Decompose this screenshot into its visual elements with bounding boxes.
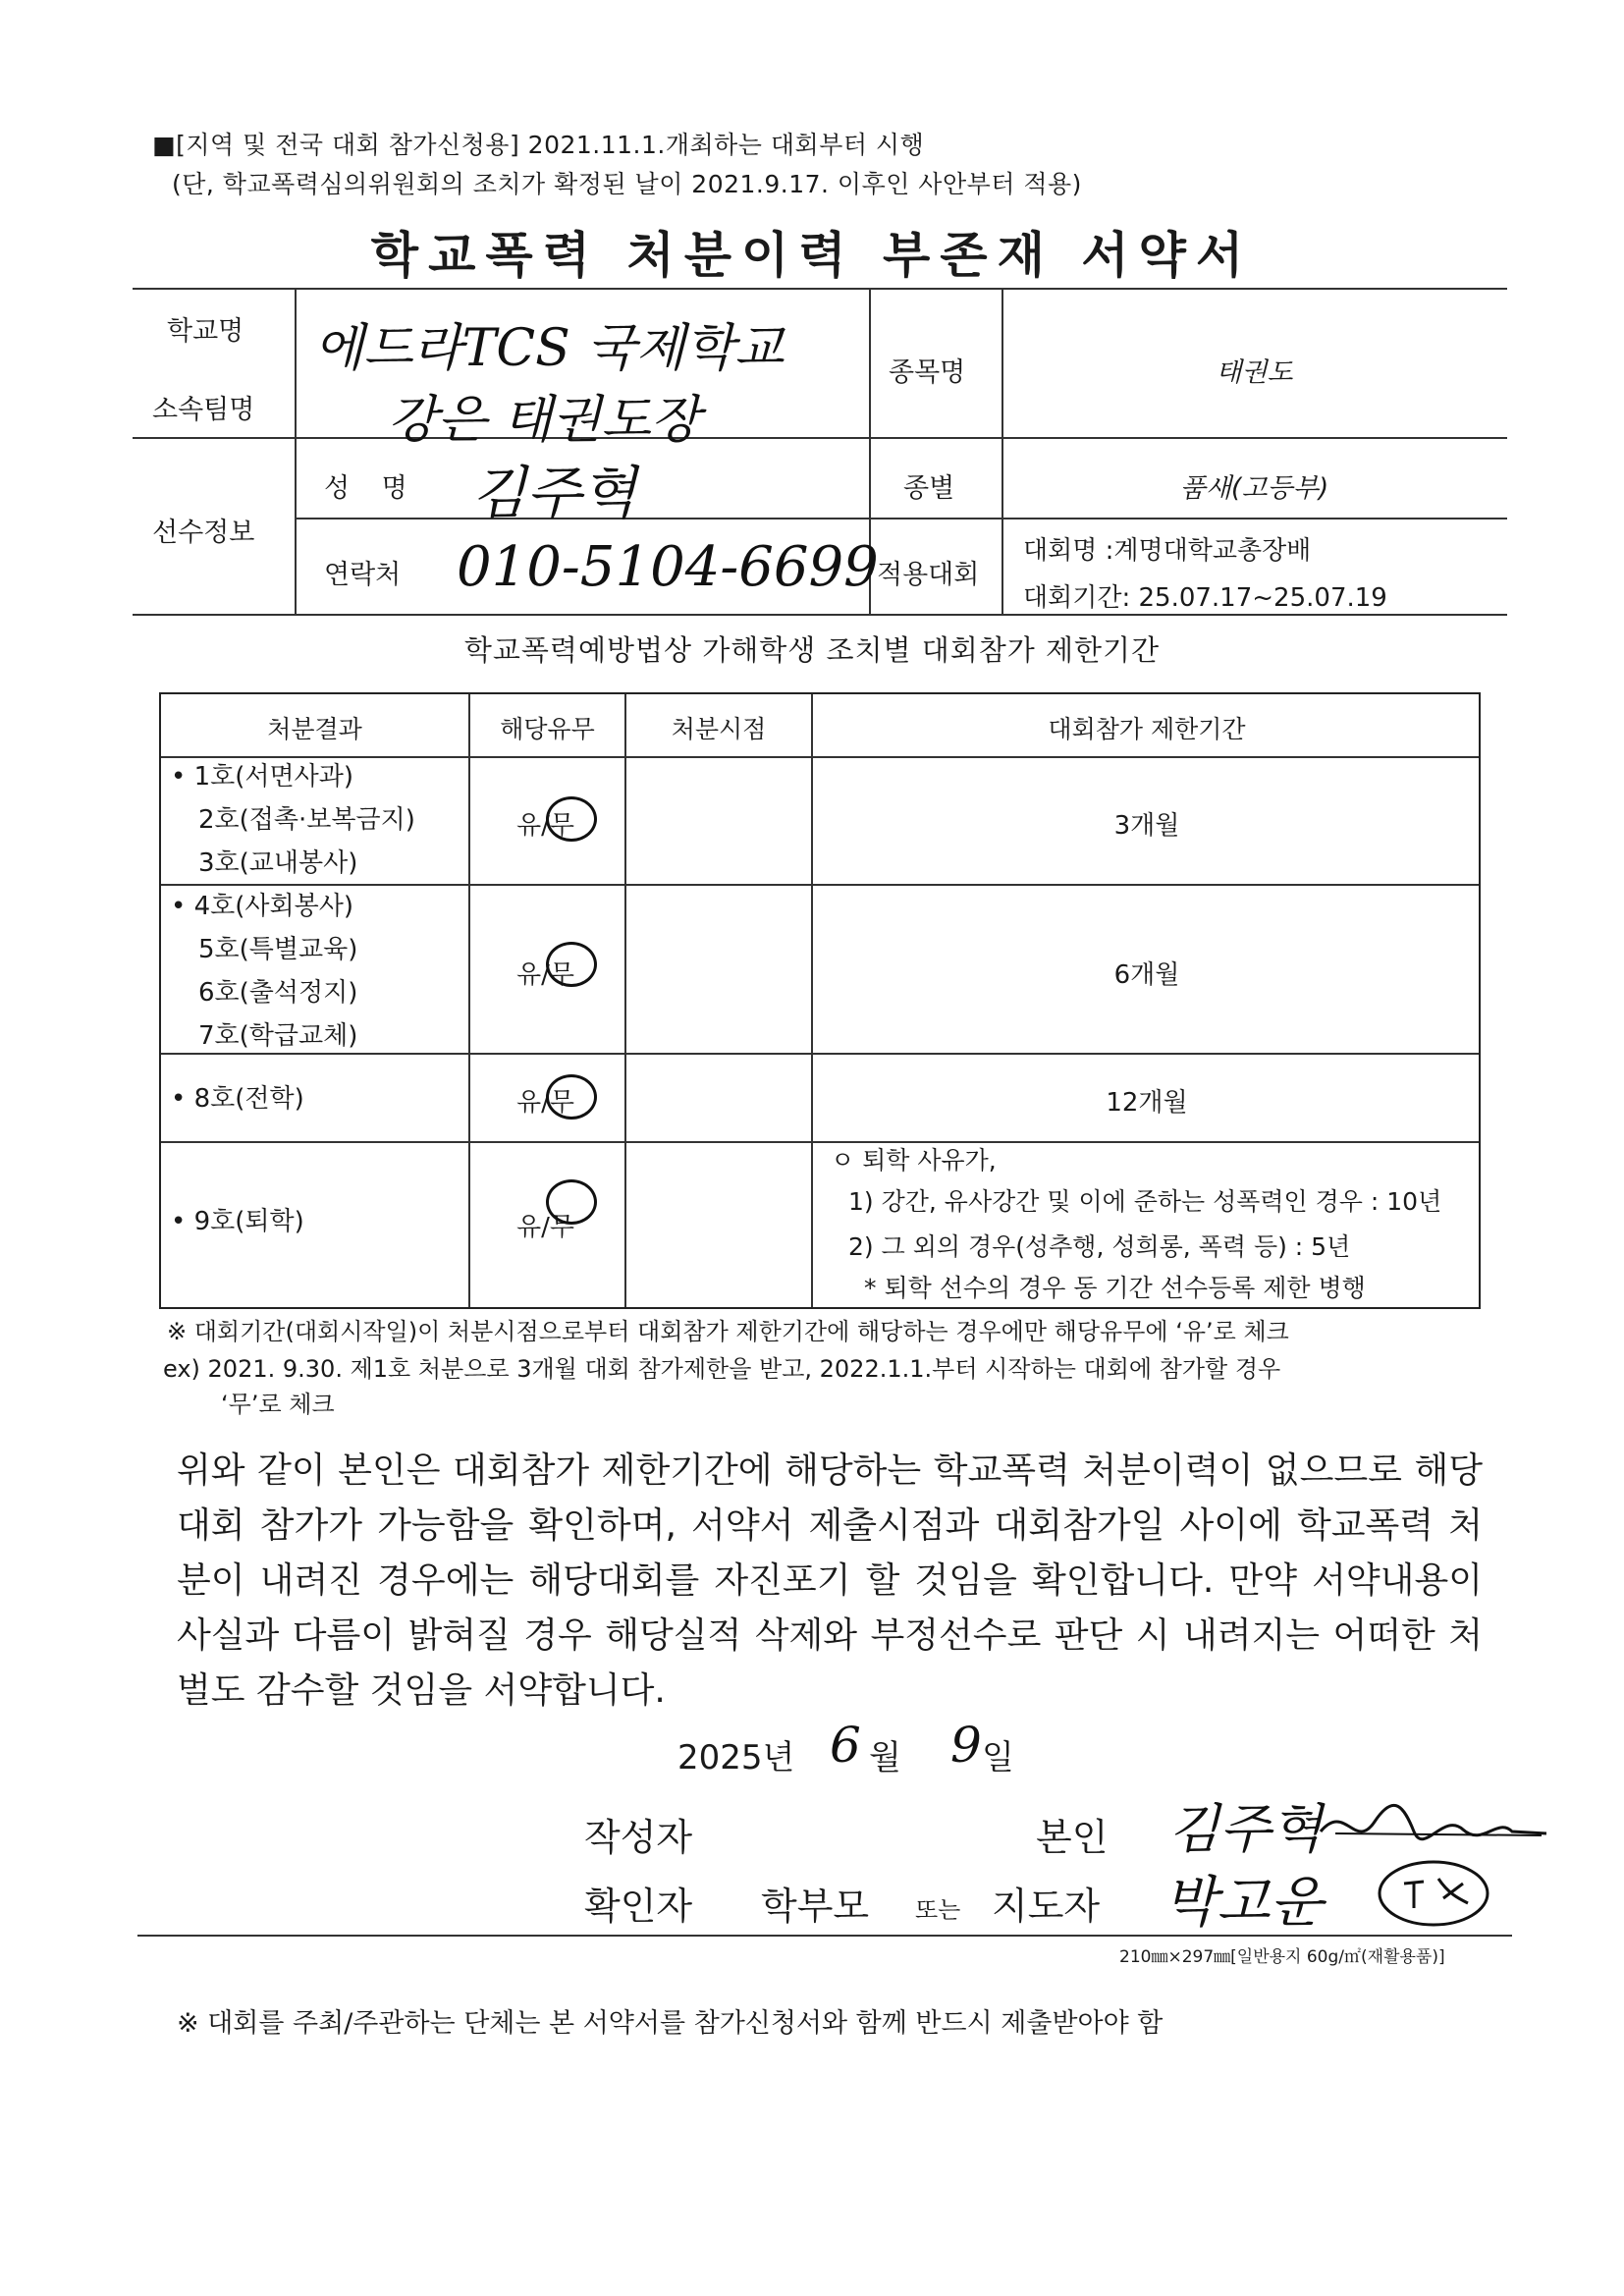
date-day-unit: 일 <box>982 1738 1014 1777</box>
date-month-unit: 월 <box>869 1738 901 1777</box>
contact-label: 연락처 <box>324 560 402 590</box>
scribble-signature-icon <box>1316 1792 1551 1861</box>
sanction-item: 7호(학급교체) <box>198 1021 358 1051</box>
selected-mark <box>546 1179 597 1225</box>
or-label: 또는 <box>915 1896 961 1924</box>
self-label: 본인 <box>1036 1816 1109 1859</box>
writer-label: 작성자 <box>584 1816 693 1859</box>
note-line: ‘무’로 체크 <box>221 1391 335 1418</box>
school-label: 학교명 <box>167 316 244 347</box>
yn-option: 유/무 <box>516 1213 574 1242</box>
footer-note: ※ 대회를 주최/주관하는 단체는 본 서약서를 참가신청서와 함께 반드시 제출받아야 함 <box>177 2008 1164 2039</box>
expulsion-note: * 퇴학 선수의 경우 동 기간 선수등록 제한 병행 <box>864 1274 1366 1302</box>
date-month: 6 <box>830 1717 861 1774</box>
category-value: 품새(고등부) <box>1179 473 1329 504</box>
coach-label: 지도자 <box>992 1885 1101 1928</box>
limit-period: 3개월 <box>1113 811 1180 841</box>
date-day: 9 <box>950 1717 982 1774</box>
paper-spec: 210㎜×297㎜[일반용지 60g/㎡(재활용품)] <box>1119 1947 1445 1967</box>
sanction-item: 2호(접촉·보복금지) <box>198 805 415 835</box>
seal-stamp-icon <box>1370 1854 1497 1933</box>
expulsion-note: 1) 강간, 유사강간 및 이에 준하는 성폭력인 경우 : 10년 <box>848 1187 1442 1216</box>
header-result: 처분결과 <box>267 715 362 743</box>
header-limit: 대회참가 제한기간 <box>1048 715 1246 743</box>
name-value: 김주혁 <box>471 460 637 526</box>
note-line: ※ 대회기간(대회시작일)이 처분시점으로부터 대회참가 제한기간에 해당하는 경우에만 해당유무에 ‘유’로 체크 <box>167 1318 1289 1345</box>
team-label: 소속팀명 <box>152 395 255 425</box>
tournament-period: 대회기간: 25.07.17~25.07.19 <box>1023 583 1387 613</box>
parent-label: 학부모 <box>761 1885 870 1928</box>
expulsion-note: ㅇ 퇴학 사유가, <box>831 1146 997 1175</box>
category-label: 종별 <box>903 473 955 504</box>
sanction-item: 6호(출석정지) <box>198 978 358 1008</box>
event-value: 태권도 <box>1216 357 1293 388</box>
player-info-label: 선수정보 <box>152 518 255 548</box>
header-time: 처분시점 <box>671 715 767 743</box>
sanction-item: • 9호(퇴학) <box>171 1207 304 1236</box>
yn-option: 유/무 <box>516 811 574 841</box>
expulsion-note: 2) 그 외의 경우(성추행, 성희롱, 폭력 등) : 5년 <box>848 1232 1351 1261</box>
pledge-text: 위와 같이 본인은 대회참가 제한기간에 해당하는 학교폭력 처분이력이 없으므로 해당 대회 참가가 가능함을 확인하며, 서약서 제출시점과 대회참가일 사이에 학교폭력 처분이 내려진 경우에는 해당대회를 자진포기 할 것임을 확인합니다. 만약 서약내용이 사실과 다름이 밝혀질 경우 해당실적 삭제와 부정선수로 판단 시 내려지는 어떠한 처벌도 감수할 것임을 서약합니다. <box>177 1450 1483 1711</box>
sanction-item: • 4호(사회봉사) <box>171 892 354 921</box>
selected-mark <box>546 1074 597 1120</box>
name-label: 성 명 <box>324 473 419 504</box>
coach-signature: 박고운 <box>1164 1871 1324 1935</box>
sanction-item: • 1호(서면사과) <box>171 762 354 792</box>
selected-mark <box>546 942 597 987</box>
header-subnotice: (단, 학교폭력심의위원회의 조치가 확정된 날이 2021.9.17. 이후인 사안부터 적용) <box>172 170 1082 198</box>
confirmer-label: 확인자 <box>584 1885 693 1928</box>
yn-option: 유/무 <box>516 960 574 990</box>
contact-value: 010-5104-6699 <box>457 535 879 599</box>
date-year: 2025년 <box>677 1738 795 1777</box>
document-title: 학교폭력 처분이력 부존재 서약서 <box>370 227 1254 284</box>
school-value: 에드라TCS 국제학교 <box>314 319 785 378</box>
sanction-item: 5호(특별교육) <box>198 935 358 964</box>
applied-tournament-label: 적용대회 <box>877 560 980 590</box>
team-value: 강은 태권도장 <box>388 391 700 450</box>
limit-period: 12개월 <box>1106 1088 1188 1118</box>
yn-option: 유/무 <box>516 1088 574 1118</box>
sanction-item: 3호(교내봉사) <box>198 848 358 878</box>
event-label: 종목명 <box>889 357 966 388</box>
limit-period: 6개월 <box>1113 960 1180 990</box>
restriction-subtitle: 학교폭력예방법상 가해학생 조치별 대회참가 제한기간 <box>463 633 1161 667</box>
header-notice: ■[지역 및 전국 대회 참가신청용] 2021.11.1.개최하는 대회부터 시행 <box>152 131 925 159</box>
self-signature: 김주혁 <box>1168 1798 1323 1860</box>
sanction-table <box>159 692 1481 1309</box>
tournament-name: 대회명 :계명대학교총장배 <box>1023 536 1312 566</box>
note-line: ex) 2021. 9.30. 제1호 처분으로 3개월 대회 참가제한을 받고, 2022.1.1.부터 시작하는 대회에 참가할 경우 <box>163 1355 1281 1383</box>
selected-mark <box>546 796 597 842</box>
header-applicable: 해당유무 <box>500 715 595 743</box>
sanction-item: • 8호(전학) <box>171 1084 304 1114</box>
